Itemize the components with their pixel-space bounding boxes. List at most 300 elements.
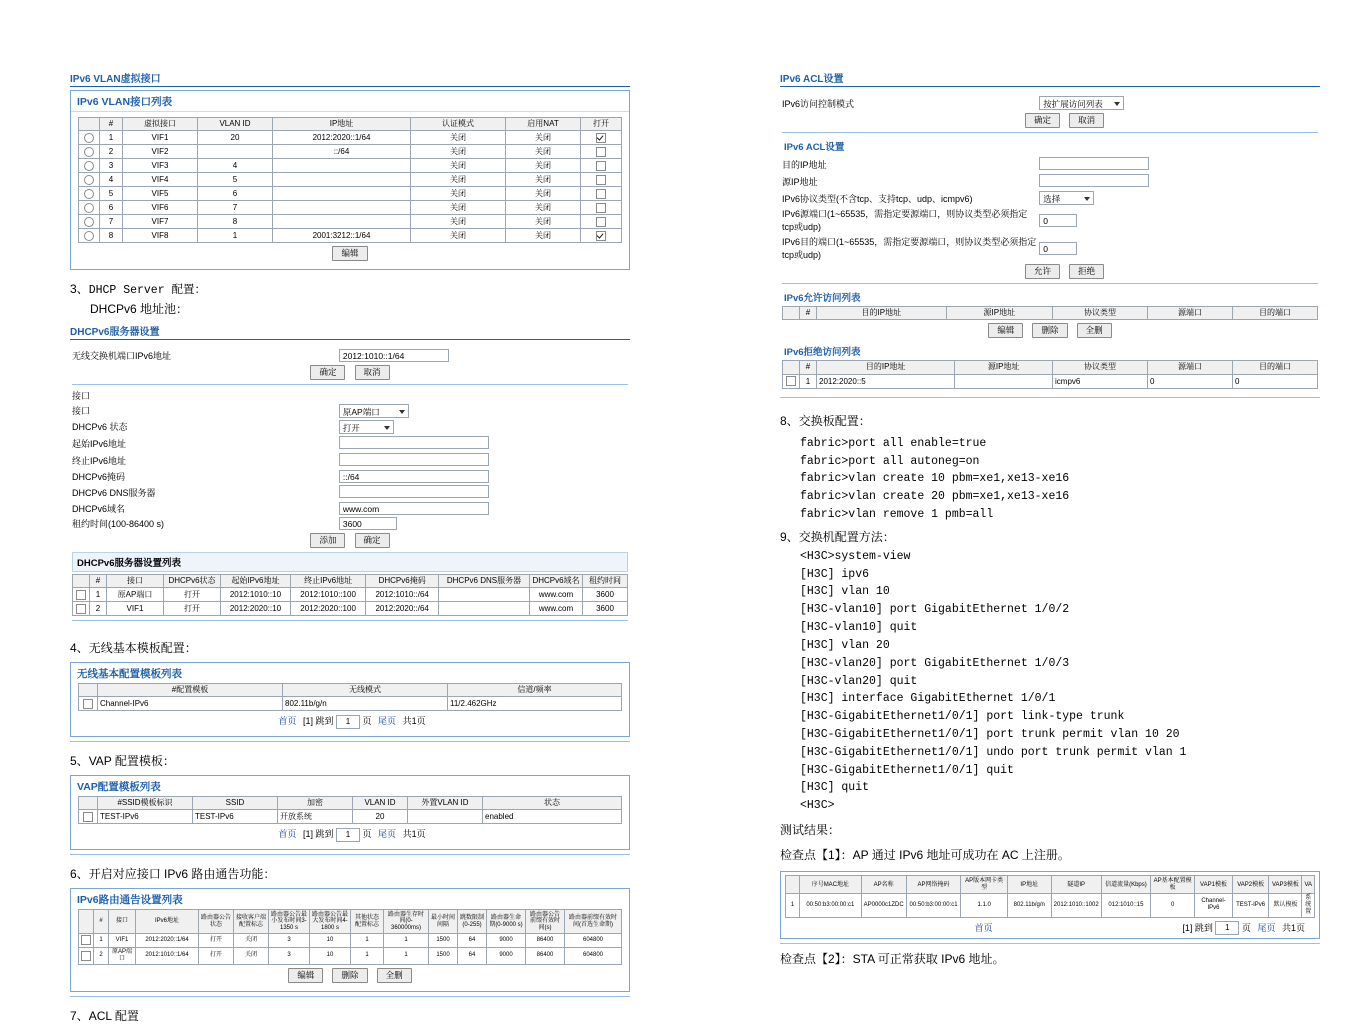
cell-open[interactable] xyxy=(581,187,622,201)
table-row[interactable] xyxy=(79,697,622,711)
step-4 xyxy=(70,639,630,657)
wifi-template-panel xyxy=(70,662,630,737)
cell-protocol: icmpv6 xyxy=(1053,374,1148,388)
divider xyxy=(780,943,1320,944)
page-unit: 页 xyxy=(362,716,372,727)
th-select xyxy=(786,876,800,894)
open-checkbox[interactable] xyxy=(596,203,606,213)
cell-ip xyxy=(273,201,411,215)
vlan-buttons xyxy=(78,246,622,261)
src-ip-input[interactable] xyxy=(1039,174,1149,187)
cell-other-flag: 1 xyxy=(351,947,384,964)
allow-list-table xyxy=(782,306,1318,320)
cli-line: fabric>vlan create 10 pbm=xe1,xe13-xe16 xyxy=(800,472,1070,486)
th-index: # xyxy=(800,361,817,374)
th-retrans: 最小时间间隔 xyxy=(429,910,458,934)
last-page-link[interactable]: 尾页 xyxy=(378,829,397,840)
cell-flow: 012:1010::15 xyxy=(1101,894,1150,918)
table-row[interactable] xyxy=(79,159,622,173)
row-checkbox[interactable] xyxy=(81,935,91,945)
step-5-number: 5、 xyxy=(70,754,89,769)
th-dns: DHCPv6 DNS服务器 xyxy=(439,574,530,587)
cell-ip xyxy=(273,187,411,201)
page-input[interactable]: 1 xyxy=(336,715,360,729)
th-domain: DHCPv6域名 xyxy=(530,574,583,587)
confirm-button[interactable]: 确定 xyxy=(355,533,390,548)
dhcp-section-title: DHCPv6服务器设置 xyxy=(70,323,630,340)
domain-input[interactable]: www.com xyxy=(339,502,489,515)
first-page-link[interactable]: 首页 xyxy=(278,716,297,727)
th-ipv6: IPv6地址 xyxy=(136,910,199,934)
dhcp-field-4-label: DHCPv6掩码 xyxy=(72,471,126,482)
table-row[interactable] xyxy=(79,201,622,215)
ok-button[interactable]: 确定 xyxy=(1025,113,1060,128)
row-radio-cell[interactable] xyxy=(79,187,100,201)
acl-sub-title: IPv6 ACL设置 xyxy=(784,142,845,153)
dhcp-list-title: DHCPv6服务器设置列表 xyxy=(72,552,628,572)
table-row[interactable] xyxy=(79,215,622,229)
cell-vlan: 1 xyxy=(198,229,273,243)
th-lease: 租约时间 xyxy=(583,574,628,587)
table-row[interactable] xyxy=(79,145,622,159)
row-checkbox-cell[interactable] xyxy=(79,697,98,711)
ra-buttons xyxy=(78,968,622,983)
dhcp-wan-label: 无线交换机端口IPv6地址 xyxy=(72,350,172,361)
ap-list-body xyxy=(781,872,1319,937)
th-protocol: 协议类型 xyxy=(1053,307,1148,320)
dhcp-field-0 xyxy=(72,404,628,418)
cell-lease: 3600 xyxy=(583,602,628,616)
cell-dst-ip: 2012:2020::5 xyxy=(817,374,955,388)
cell-open[interactable] xyxy=(581,145,622,159)
src-port-input[interactable]: 0 xyxy=(1039,214,1077,227)
cell-ip: 2001:3212::1/64 xyxy=(273,229,411,243)
th-state: 状态 xyxy=(483,797,622,810)
cell-template: Channel-IPv6 xyxy=(98,697,283,711)
cell-end: 2012:2020::100 xyxy=(290,602,365,616)
row-radio-cell[interactable] xyxy=(79,229,100,243)
cell-router-life: 9000 xyxy=(487,933,526,947)
result-label: 测试结果： xyxy=(780,823,841,838)
cell-vlan: 5 xyxy=(198,173,273,187)
row-checkbox-cell[interactable] xyxy=(79,810,98,824)
delete-button[interactable]: 删除 xyxy=(1032,323,1067,338)
th-vlanid: VLAN ID xyxy=(198,118,273,131)
dhcp-field-3-label: 终止IPv6地址 xyxy=(72,455,127,466)
row-checkbox[interactable] xyxy=(76,604,86,614)
th-base-template: AP基本配置模板 xyxy=(1151,876,1195,894)
dst-port-input[interactable]: 0 xyxy=(1039,242,1077,255)
vlan-panel-body xyxy=(71,112,629,269)
cli-line: [H3C] quit xyxy=(800,781,870,795)
acl-mode-buttons xyxy=(782,113,1318,128)
page-input[interactable]: 1 xyxy=(1215,921,1239,935)
cell-nat: 关闭 xyxy=(506,131,581,145)
cell-open[interactable] xyxy=(581,201,622,215)
th-outer-vlanid: 外置VLAN ID xyxy=(408,797,483,810)
cell-vif: VIF7 xyxy=(123,215,198,229)
dhcp-field-7 xyxy=(72,517,628,530)
deny-list-title: IPv6拒绝访问列表 xyxy=(784,347,861,359)
row-checkbox[interactable] xyxy=(83,812,93,822)
delete-button[interactable]: 删除 xyxy=(332,968,367,983)
cell-index: 1 xyxy=(800,374,817,388)
th-interface: 接口 xyxy=(107,574,164,587)
delete-all-button[interactable]: 全删 xyxy=(1077,323,1112,338)
cell-vif: VIF5 xyxy=(123,187,198,201)
cell-max-interval: 10 xyxy=(310,933,351,947)
dhcp-field-7-label: 租约时间(100-86400 s) xyxy=(72,518,165,529)
vap-pager xyxy=(78,824,622,843)
step-5-title: VAP 配置模板： xyxy=(88,754,175,769)
th-vap2: VAP2模板 xyxy=(1232,876,1269,894)
th-interface: 接口 xyxy=(109,910,136,934)
th-protocol: 协议类型 xyxy=(1053,361,1148,374)
dhcp-field-4 xyxy=(72,470,628,483)
ra-panel xyxy=(70,888,630,992)
step-5 xyxy=(70,752,630,770)
th-encryption: 加密 xyxy=(278,797,353,810)
cell-nat: 关闭 xyxy=(506,173,581,187)
vlan-table xyxy=(78,117,622,243)
wifi-panel-title: 无线基本配置模板列表 xyxy=(77,668,182,681)
edit-button[interactable]: 编辑 xyxy=(988,323,1023,338)
row-radio[interactable] xyxy=(84,217,94,227)
first-page-link[interactable]: 首页 xyxy=(974,922,993,933)
cell-dns xyxy=(439,602,530,616)
cell-ip: ::/64 xyxy=(273,145,411,159)
cell-index: 2 xyxy=(94,947,109,964)
th-reachable: 路由器生存时间(0-360000ms) xyxy=(384,910,429,934)
step-9-number: 9、 xyxy=(780,529,799,544)
cli-line: [H3C-GigabitEthernet1/0/1] undo port trunk permit vlan 1 xyxy=(800,745,1187,759)
acl-mode-row xyxy=(782,96,1318,110)
total-pages: 共1页 xyxy=(402,716,426,727)
step-3-sub: DHCPv6 地址池： xyxy=(90,301,189,316)
table-row[interactable] xyxy=(79,187,622,201)
open-checkbox[interactable] xyxy=(596,147,606,157)
deny-button[interactable]: 拒绝 xyxy=(1069,264,1104,279)
cell-dns xyxy=(439,588,530,602)
cli-line: [H3C-GigabitEthernet1/0/1] port link-type trunk xyxy=(800,710,1125,724)
th-dst-port: 目的端口 xyxy=(1233,361,1318,374)
cell-prefix-preferred: 604800 xyxy=(565,947,622,964)
cell-index: 1 xyxy=(100,131,123,145)
th-start: 起始IPv6地址 xyxy=(221,574,291,587)
cli-line: [H3C] interface GigabitEthernet 1/0/1 xyxy=(800,692,1056,706)
lease-input[interactable]: 3600 xyxy=(339,517,397,530)
table-row[interactable] xyxy=(73,588,628,602)
cell-auth: 关闭 xyxy=(411,229,506,243)
open-checkbox[interactable] xyxy=(596,161,606,171)
th-mac: 序号MAC地址 xyxy=(800,876,862,894)
step-4-title: 无线基本模板配置： xyxy=(88,641,197,656)
th-vap1: VAP1模板 xyxy=(1195,876,1233,894)
acl-mode-select[interactable]: 按扩展访问列表 xyxy=(1039,96,1124,110)
cell-ip xyxy=(273,173,411,187)
edit-button[interactable]: 编辑 xyxy=(288,968,323,983)
th-nat: 启用NAT xyxy=(506,118,581,131)
cell-vlan: 8 xyxy=(198,215,273,229)
th-ssid: SSID xyxy=(193,797,278,810)
allow-list-buttons xyxy=(782,323,1318,338)
vap-panel-body xyxy=(71,796,629,849)
vap-panel-title: VAP配置模板列表 xyxy=(77,781,161,794)
table-row[interactable] xyxy=(786,894,1315,918)
table-header-row xyxy=(79,118,622,131)
cell-open[interactable] xyxy=(581,229,622,243)
cell-hoplimit: 64 xyxy=(458,947,487,964)
acl-field-0-label: 目的IP地址 xyxy=(782,160,827,170)
row-radio[interactable] xyxy=(84,161,94,171)
step-8-commands xyxy=(780,435,1320,524)
cell-open[interactable] xyxy=(581,159,622,173)
cell-vif: VIF3 xyxy=(123,159,198,173)
vlan-panel-title: IPv6 VLAN接口列表 xyxy=(71,91,629,112)
dhcp-wan-row xyxy=(72,349,628,362)
cell-nat: 关闭 xyxy=(506,187,581,201)
vap-template-table xyxy=(78,796,622,824)
dns-input[interactable] xyxy=(339,485,489,498)
dhcp-wan-control xyxy=(339,349,628,362)
th-src-ip: 源IP地址 xyxy=(946,307,1052,320)
edit-button[interactable]: 编辑 xyxy=(332,246,367,261)
page-index: [1] xyxy=(302,829,313,840)
th-other-flag: 其他状态配置标志 xyxy=(351,910,384,934)
th-prefix-preferred: 路由器前缀有效时间(首选生命期) xyxy=(565,910,622,934)
cell-auth: 关闭 xyxy=(411,173,506,187)
th-state: DHCPv6状态 xyxy=(164,574,221,587)
page-input[interactable]: 1 xyxy=(336,828,360,842)
th-select xyxy=(783,361,800,374)
cell-index: 8 xyxy=(100,229,123,243)
row-radio[interactable] xyxy=(84,175,94,185)
vlan-section xyxy=(70,70,630,270)
cell-auth: 关闭 xyxy=(411,201,506,215)
row-checkbox[interactable] xyxy=(81,951,91,961)
th-hoplimit: 跳数限制(0-255) xyxy=(458,910,487,934)
table-header-row xyxy=(79,684,622,697)
th-mask: DHCPv6掩码 xyxy=(366,574,439,587)
delete-all-button[interactable]: 全删 xyxy=(377,968,412,983)
cell-dst-port: 0 xyxy=(1233,374,1318,388)
th-dst-ip: 目的IP地址 xyxy=(817,361,955,374)
cell-reachable: 1 xyxy=(384,933,429,947)
last-page-link[interactable]: 尾页 xyxy=(378,716,397,727)
row-radio[interactable] xyxy=(84,133,94,143)
step-3-number: 3、 xyxy=(70,282,89,297)
step-9 xyxy=(780,528,1320,546)
step-4-number: 4、 xyxy=(70,641,89,656)
th-min-interval: 路由器公告最小发布时间3-1350 s xyxy=(269,910,310,934)
th-router-life: 路由器生命期(0-9000 s) xyxy=(487,910,526,934)
table-row[interactable] xyxy=(79,933,622,947)
open-checkbox[interactable] xyxy=(596,133,606,143)
table-row[interactable] xyxy=(73,602,628,616)
divider xyxy=(70,854,630,855)
acl-field-1-label: 源IP地址 xyxy=(782,177,818,187)
row-radio-cell[interactable] xyxy=(79,159,100,173)
add-button[interactable]: 添加 xyxy=(310,533,345,548)
acl-field-1 xyxy=(782,174,1318,189)
row-radio[interactable] xyxy=(84,231,94,241)
th-select xyxy=(79,797,98,810)
wifi-panel-body xyxy=(71,683,629,736)
cell-ra-state: 打开 xyxy=(199,947,234,964)
cell-end: 2012:1010::100 xyxy=(290,588,365,602)
cli-line: fabric>port all autoneg=on xyxy=(800,454,980,468)
dhcp-field-6 xyxy=(72,502,628,515)
start-ip-input[interactable] xyxy=(339,436,489,449)
first-page-link[interactable]: 首页 xyxy=(278,829,297,840)
row-radio-cell[interactable] xyxy=(79,215,100,229)
cell-vlan xyxy=(198,145,273,159)
table-row[interactable] xyxy=(783,374,1318,388)
deny-list-table xyxy=(782,360,1318,388)
cell-mask: 2012:2020::/64 xyxy=(366,602,439,616)
cell-open[interactable] xyxy=(581,215,622,229)
th-index: # xyxy=(94,910,109,934)
th-src-port: 源端口 xyxy=(1148,361,1233,374)
dhcp-field-1 xyxy=(72,420,628,434)
step-9-title: 交换机配置方法： xyxy=(798,529,895,544)
dhcp-field-0-label: 接口 xyxy=(72,406,91,417)
divider xyxy=(782,132,1318,133)
row-checkbox-cell[interactable] xyxy=(79,947,94,964)
row-radio[interactable] xyxy=(84,147,94,157)
cell-nat: 关闭 xyxy=(506,201,581,215)
cell-mode: 802.11b/g/n xyxy=(283,697,448,711)
cell-vif: VIF1 xyxy=(123,131,198,145)
cell-vap1: Channel-IPv6 xyxy=(1195,894,1233,918)
open-checkbox[interactable] xyxy=(596,231,606,241)
th-managed-flag: 接收客户端配置标志 xyxy=(234,910,269,934)
row-radio-cell[interactable] xyxy=(79,131,100,145)
row-radio-cell[interactable] xyxy=(79,173,100,187)
row-checkbox-cell[interactable] xyxy=(73,602,90,616)
acl-action-buttons xyxy=(782,264,1318,279)
th-dst-port: 目的端口 xyxy=(1233,307,1318,320)
cli-line: <H3C> xyxy=(800,799,835,813)
cell-other-flag: 1 xyxy=(351,933,384,947)
dhcp-if-title: 接口 xyxy=(72,390,91,401)
cell-lease: 3600 xyxy=(583,588,628,602)
th-vlanid: VLAN ID xyxy=(353,797,408,810)
table-row[interactable] xyxy=(79,131,622,145)
table-row[interactable] xyxy=(79,947,622,964)
th-ap-name: AP名称 xyxy=(861,876,906,894)
dhcp-if-row xyxy=(72,389,628,402)
cell-vap2: TEST-IPv6 xyxy=(1232,894,1269,918)
row-radio-cell[interactable] xyxy=(79,145,100,159)
cell-nat: 关闭 xyxy=(506,229,581,243)
row-radio[interactable] xyxy=(84,189,94,199)
interface-select[interactable]: 原AP端口 xyxy=(339,404,409,418)
dhcp-list-table xyxy=(72,574,628,616)
open-checkbox[interactable] xyxy=(596,189,606,199)
th-select xyxy=(783,307,800,320)
protocol-select[interactable]: 选择 xyxy=(1039,191,1094,205)
acl-field-2 xyxy=(782,191,1318,205)
end-ip-input[interactable] xyxy=(339,453,489,466)
table-header-row xyxy=(783,307,1318,320)
cli-line: [H3C-GigabitEthernet1/0/1] quit xyxy=(800,763,1014,777)
th-src-ip: 源IP地址 xyxy=(955,361,1053,374)
acl-field-0 xyxy=(782,157,1318,172)
row-checkbox-cell[interactable] xyxy=(79,933,94,947)
step-9-commands xyxy=(780,548,1320,815)
allow-button[interactable]: 允许 xyxy=(1025,264,1060,279)
row-checkbox[interactable] xyxy=(76,590,86,600)
table-row[interactable] xyxy=(79,173,622,187)
cell-outer-vlanid xyxy=(408,810,483,824)
cell-ap-mask: 00:50:b3:00:00:c1 xyxy=(906,894,961,918)
cell-prefix-preferred: 604800 xyxy=(565,933,622,947)
cli-line: [H3C-GigabitEthernet1/0/1] port trunk permit vlan 10 20 xyxy=(800,727,1180,741)
th-index: # xyxy=(100,118,123,131)
divider xyxy=(780,397,1320,398)
last-page-link[interactable]: 尾页 xyxy=(1257,922,1276,933)
dhcp-form-buttons xyxy=(72,533,628,548)
ap-list-panel xyxy=(780,871,1320,938)
row-radio-cell[interactable] xyxy=(79,201,100,215)
cli-line: fabric>vlan remove 1 pmb=all xyxy=(800,508,994,522)
cell-open[interactable] xyxy=(581,131,622,145)
acl-field-3 xyxy=(782,207,1318,233)
acl-field-3-label: IPv6源端口(1~65535，需指定要源端口，则协议类型必须指定tcp或udp) xyxy=(782,209,1028,232)
cell-vif: VIF6 xyxy=(123,201,198,215)
cell-prefix-valid: 86400 xyxy=(526,947,565,964)
goto-label: 跳到 xyxy=(315,829,334,840)
cell-min-interval: 3 xyxy=(269,933,310,947)
cell-managed-flag: 关闭 xyxy=(234,947,269,964)
row-checkbox-cell[interactable] xyxy=(783,374,800,388)
th-index: # xyxy=(800,307,817,320)
row-checkbox-cell[interactable] xyxy=(73,588,90,602)
step-8-title: 交换板配置： xyxy=(798,413,871,428)
th-end: 终止IPv6地址 xyxy=(290,574,365,587)
th-flow: 信道流量(Kbps) xyxy=(1101,876,1150,894)
open-checkbox[interactable] xyxy=(596,175,606,185)
table-row[interactable] xyxy=(79,810,622,824)
dhcp-state-select[interactable]: 打开 xyxy=(339,420,394,434)
cell-vlanid: 20 xyxy=(353,810,408,824)
dhcp-field-6-label: DHCPv6域名 xyxy=(72,503,126,514)
th-src-port: 源端口 xyxy=(1148,307,1233,320)
cell-vap4: 系统置 xyxy=(1302,894,1315,918)
table-header-row xyxy=(786,876,1315,894)
step-6-number: 6、 xyxy=(70,867,89,882)
cell-index: 3 xyxy=(100,159,123,173)
row-radio[interactable] xyxy=(84,203,94,213)
row-checkbox[interactable] xyxy=(83,699,93,709)
cell-index: 6 xyxy=(100,201,123,215)
goto-label: 跳到 xyxy=(315,716,334,727)
cancel-button[interactable]: 取消 xyxy=(1069,113,1104,128)
dst-ip-input[interactable] xyxy=(1039,157,1149,170)
row-checkbox[interactable] xyxy=(786,376,796,386)
ok-button[interactable]: 确定 xyxy=(310,365,345,380)
table-row[interactable] xyxy=(79,229,622,243)
dhcp-wan-input[interactable]: 2012:1010::1/64 xyxy=(339,349,449,362)
cell-index: 7 xyxy=(100,215,123,229)
mask-input[interactable]: ::/64 xyxy=(339,470,489,483)
cli-line: [H3C] vlan 10 xyxy=(800,585,890,599)
cell-open[interactable] xyxy=(581,173,622,187)
th-ap-mask: AP网络掩码 xyxy=(906,876,961,894)
cancel-button[interactable]: 取消 xyxy=(355,365,390,380)
open-checkbox[interactable] xyxy=(596,217,606,227)
